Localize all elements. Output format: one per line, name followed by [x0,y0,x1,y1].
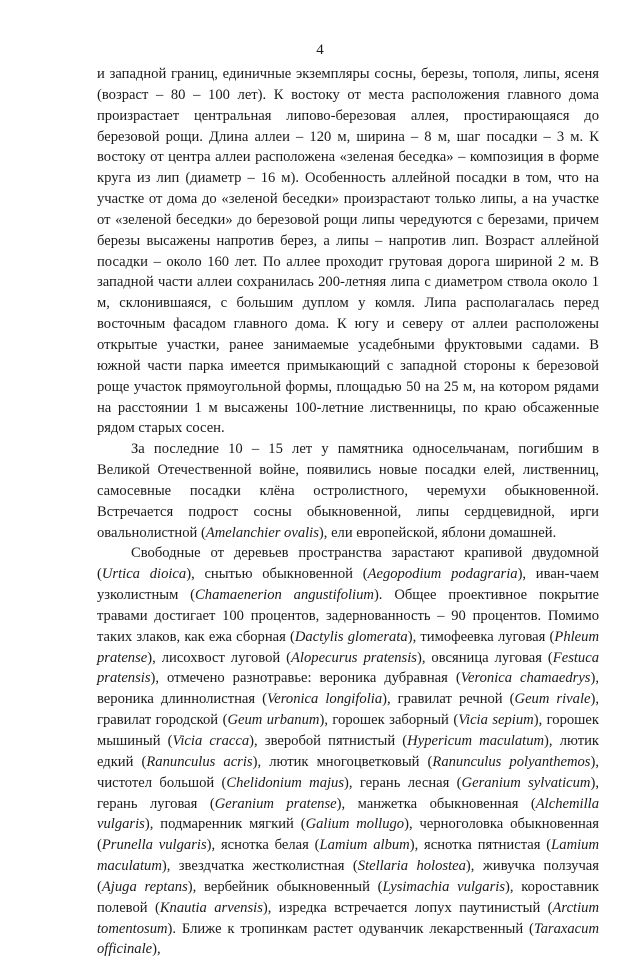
paragraph [97,64,599,439]
text-run: ), горошек мышиный ( [97,712,599,749]
text-run: ), снытью обыкновенной ( [186,566,368,583]
latin-name: Taraxacum officinale [97,920,599,958]
latin-name: Festuca pratensis [97,649,599,687]
latin-name: Hypericum maculatum [407,733,545,749]
text-run: ), иван-чаем узколистным ( [97,566,599,604]
text-run: ), яснотка белая ( [206,837,320,854]
text-run: ), зверобой пятнистый ( [249,733,408,749]
text-run: ), лютик многоцветковый ( [252,753,433,770]
text-run: ), горошек заборный ( [319,712,459,729]
text-run: ), тимофеевка луговая ( [407,628,555,645]
paragraph [97,439,599,543]
latin-name: Geranium pratense [214,795,337,812]
latin-name: Lysimachia vulgaris [382,878,506,895]
latin-name: Dactylis glomerata [294,628,408,645]
text-run: ), лютик едкий ( [97,733,599,770]
latin-name: Geranium sylvaticum [461,774,591,791]
latin-name: Urtica dioica [101,566,187,583]
latin-name: Knautia arvensis [159,899,263,916]
latin-name: Galium mollugo [305,816,405,833]
text-run: ), отмечено разнотравье: вероника дубравная ( [150,670,461,687]
latin-name: Amelanchier ovalis [205,524,319,541]
text-run: ), ели европейской, яблони домашней. [318,524,557,541]
paragraph [97,543,599,960]
latin-name: Lamium album [319,837,410,854]
text-run: ), лисохвост луговой ( [147,649,292,666]
text-run: ). Общее проективное покрытие травами достигает 100 процентов, задернованность – 90 процентов. Помимо таких злаков, как ежа сборная ( [97,587,599,645]
latin-name: Aegopodium podagraria [367,566,518,583]
latin-name: Geum urbanum [227,712,320,729]
latin-name: Chamaenerion angustifolium [195,587,374,604]
text-run: ), яснотка пятнистая ( [409,837,552,854]
text-run: За последние 10 – 15 лет у памятника односельчанам, погибшим в Великой Отечественной войне, появились новые посадки елей, лиственниц, самосевные посадки клёна остролистного, черемухи обыкновенной. Встречается подрост сосны обыкновенной, липы сердцевидной, ирги овальнолистной ( [97,441,599,541]
text-run: Свободные от деревьев пространства зарастают крапивой двудомной ( [97,545,599,583]
latin-name: Stellaria holostea [357,858,466,875]
text-run: ), вероника длиннолистная ( [97,670,599,708]
latin-name: Lamium maculatum [97,837,600,875]
text-run: ), герань луговая ( [97,774,599,812]
page-number: 4 [316,42,324,58]
text-run: ), чистотел большой ( [97,753,600,791]
text-run: ), овсяница луговая ( [416,649,553,666]
latin-name: Vicia sepium [458,712,534,729]
latin-name: Ajuga reptans [101,878,188,895]
text-run: ), гравилат речной ( [382,691,515,708]
text-run: ), живучка ползучая ( [97,858,599,895]
text-run: ), герань лесная ( [344,774,462,791]
latin-name: Geum rivale [514,691,591,708]
latin-name: Chelidonium majus [226,774,345,791]
text-run: ), вербейник обыкновенный ( [187,878,383,895]
text-run: и западной границ, единичные экземпляры сосны, березы, тополя, липы, ясеня (возраст – 80 – 100 лет). К востоку от места расположения главного дома произрастает центральная липово-березовая аллея, простирающаяся до березовой рощи. Длина аллеи – 120 м, ширина – 8 м, шаг посадки – 3 м. К востоку от центра аллеи расположена «зеленая беседка» – композиция в форме круга из лип (диаметр – 16 м). Особенность аллейной посадки в том, что на участке от дома до «зеленой беседки» произрастают только липы, а на участке от «зеленой беседки» до березовой рощи липы чередуются с березами, причем березы высажены напротив берез, а липы – напротив лип. Возраст аллейной посадки – около 160 лет. По аллее проходит грутовая дорога шириной 2 м. В западной части аллеи сохранилась 200-летняя липа с диаметром ствола около 1 м, склонившаяся, с большим дуплом у комля. Липа располагалась перед восточным фасадом главного дома. К югу и северу от аллеи расположены открытые участки, ранее занимаемые усадебными фруктовыми садами. В южной части парка имеется примыкающий с западной стороны к березовой роще участок прямоугольной формы, площадью 50 на 25 м, на котором рядами на расстоянии 1 м высажены 100-летние лиственницы, по краю обсаженные рядом старых сосен. [97,66,599,437]
latin-name: Phleum pratense [97,628,599,666]
text-run: ), черноголовка обыкновенная ( [97,816,600,854]
latin-name: Vicia cracca [172,733,250,749]
text-run: ). Ближе к тропинкам растет одуванчик лекарственный ( [167,920,534,937]
body-text [97,64,599,960]
latin-name: Alchemilla vulgaris [97,795,599,833]
text-run: ), звездчатка жестколистная ( [161,858,358,875]
text-run: ), манжетка обыкновенная ( [336,795,536,812]
latin-name: Prunella vulgaris [101,837,207,854]
latin-name: Arctium tomentosum [97,899,599,937]
latin-name: Veronica longifolia [266,691,383,708]
text-run: ), подмаренник мягкий ( [144,816,306,833]
latin-name: Ranunculus acris [146,753,253,770]
text-run: ), изредка встречается лопух паутинистый ( [262,899,553,916]
latin-name: Veronica chamaedrys [460,670,591,687]
latin-name: Ranunculus polyanthemos [432,753,591,770]
text-run: ), [152,941,161,958]
text-run: ), короставник полевой ( [97,878,600,916]
text-run: ), гравилат городской ( [97,691,599,729]
latin-name: Alopecurus pratensis [291,649,417,666]
